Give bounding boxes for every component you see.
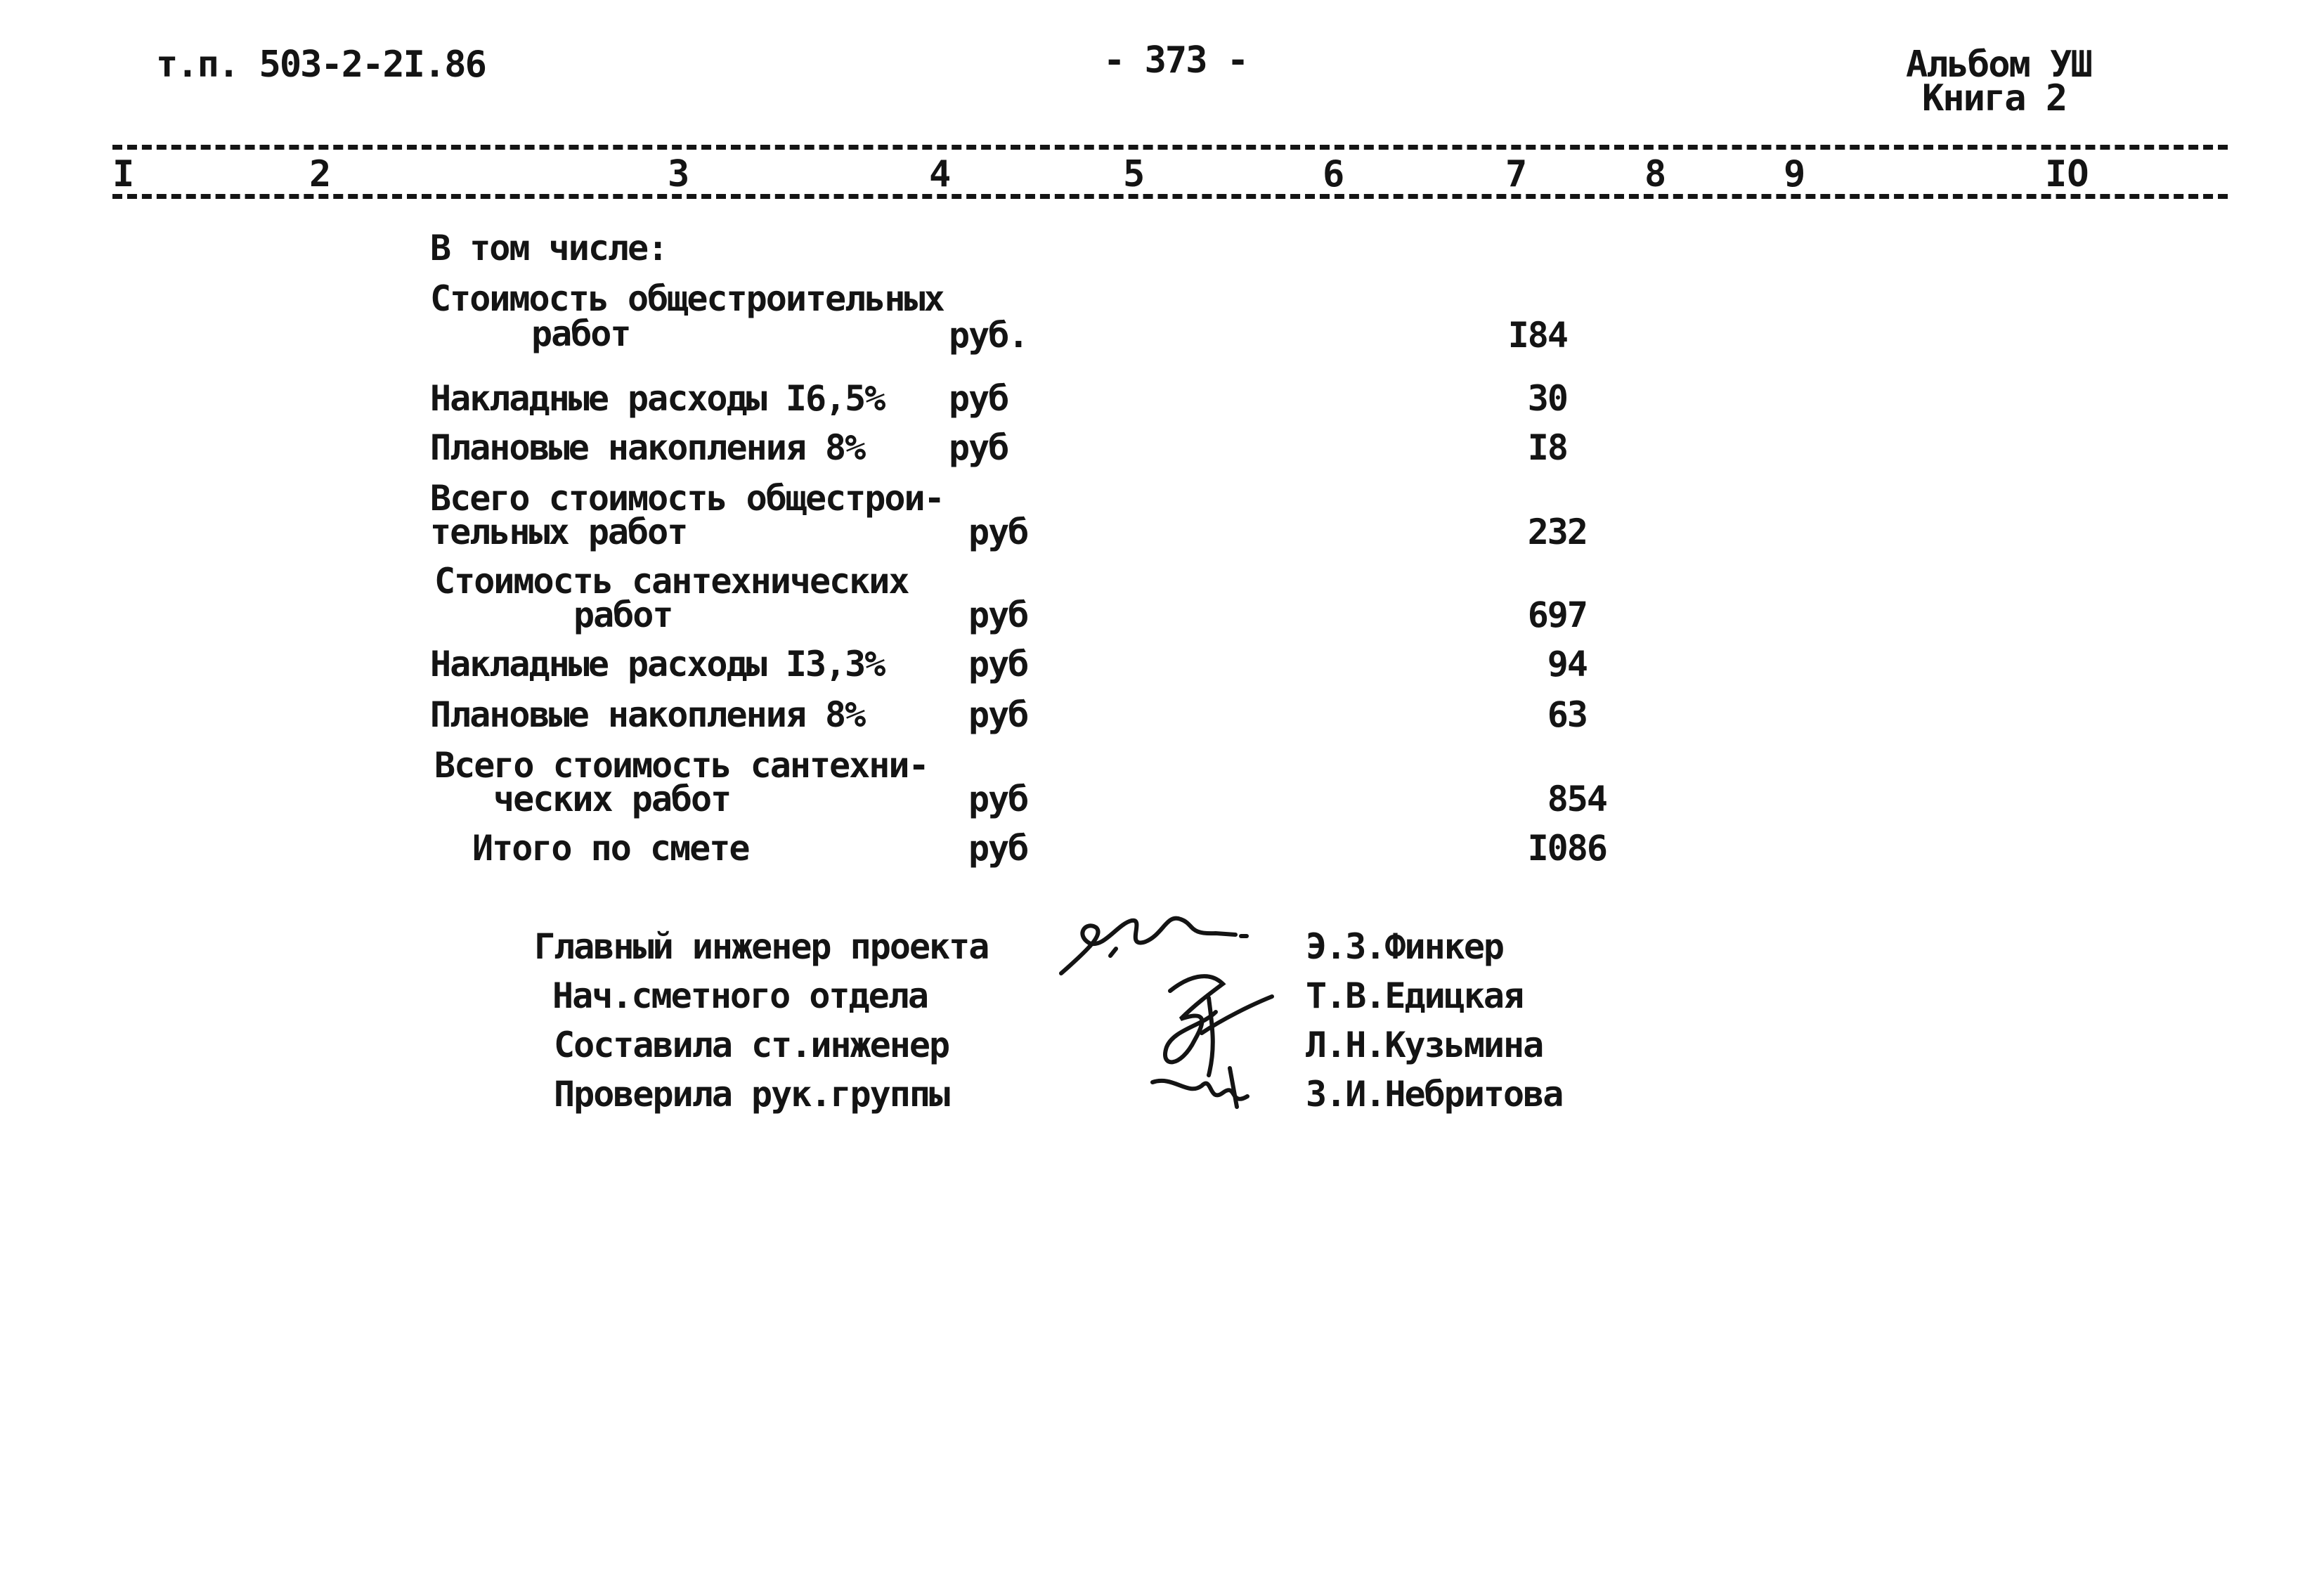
row-value: 232 xyxy=(1527,512,1587,552)
album-label: Альбом УШ xyxy=(1906,44,2091,86)
column-number: 3 xyxy=(668,153,690,195)
signature-role: Нач.сметного отдела xyxy=(552,975,928,1016)
row-label-cont: работ xyxy=(573,595,673,635)
handwritten-signature-2 xyxy=(1131,963,1293,1110)
signature-role: Проверила рук.группы xyxy=(554,1074,949,1115)
total-value: I086 xyxy=(1527,828,1606,869)
row-label: Стоимость сантехнических xyxy=(434,561,909,602)
signature-name: Э.З.Финкер xyxy=(1306,926,1504,967)
column-number: 5 xyxy=(1123,153,1145,195)
row-value: 854 xyxy=(1547,779,1606,819)
row-label-cont: ческих работ xyxy=(493,779,731,819)
row-label-cont: работ xyxy=(531,313,630,354)
header-top-rule xyxy=(112,145,2228,150)
intro-label: В том числе: xyxy=(430,228,668,268)
row-label: Всего стоимость общестрои- xyxy=(430,478,944,519)
column-number: 4 xyxy=(929,153,952,195)
row-value: 30 xyxy=(1527,378,1567,419)
row-unit: руб. xyxy=(949,315,1028,356)
row-value: I84 xyxy=(1507,315,1567,356)
row-value: I8 xyxy=(1527,427,1567,468)
signature-name: Л.Н.Кузьмина xyxy=(1306,1025,1543,1065)
header-bottom-rule xyxy=(112,194,2228,199)
row-value: 94 xyxy=(1547,644,1587,684)
row-label: Плановые накопления 8% xyxy=(430,427,865,468)
row-label: Накладные расходы I3,3% xyxy=(430,644,885,684)
signature-name: З.И.Небритова xyxy=(1306,1074,1563,1115)
row-unit: руб xyxy=(968,595,1028,635)
row-unit: руб xyxy=(968,828,1028,869)
column-number: 9 xyxy=(1784,153,1806,195)
column-number: 2 xyxy=(309,153,332,195)
column-number: 8 xyxy=(1644,153,1667,195)
row-unit: руб xyxy=(949,427,1008,468)
row-unit: руб xyxy=(968,644,1028,684)
signature-role: Главный инженер проекта xyxy=(534,926,989,967)
row-label: Плановые накопления 8% xyxy=(430,694,865,735)
column-number: IO xyxy=(2045,153,2089,195)
row-unit: руб xyxy=(949,378,1008,419)
column-number: 7 xyxy=(1505,153,1528,195)
column-number: I xyxy=(112,153,135,195)
row-value: 63 xyxy=(1547,694,1587,735)
row-label: Стоимость общестроительных xyxy=(430,278,944,319)
row-label-cont: тельных работ xyxy=(430,512,687,552)
row-unit: руб xyxy=(968,512,1028,552)
row-label: Накладные расходы I6,5% xyxy=(430,378,885,419)
page-number: - 373 - xyxy=(1103,39,1248,82)
doc-code: т.п. 503-2-2I.86 xyxy=(156,44,486,86)
signature-name: Т.В.Едицкая xyxy=(1306,975,1524,1016)
row-value: 697 xyxy=(1527,595,1587,635)
book-label: Книга 2 xyxy=(1922,77,2067,119)
column-number: 6 xyxy=(1323,153,1345,195)
row-unit: руб xyxy=(968,779,1028,819)
total-label: Итого по смете xyxy=(472,828,749,869)
row-unit: руб xyxy=(968,694,1028,735)
signature-role: Составила ст.инженер xyxy=(554,1025,949,1065)
row-label: Всего стоимость сантехни- xyxy=(434,745,928,786)
